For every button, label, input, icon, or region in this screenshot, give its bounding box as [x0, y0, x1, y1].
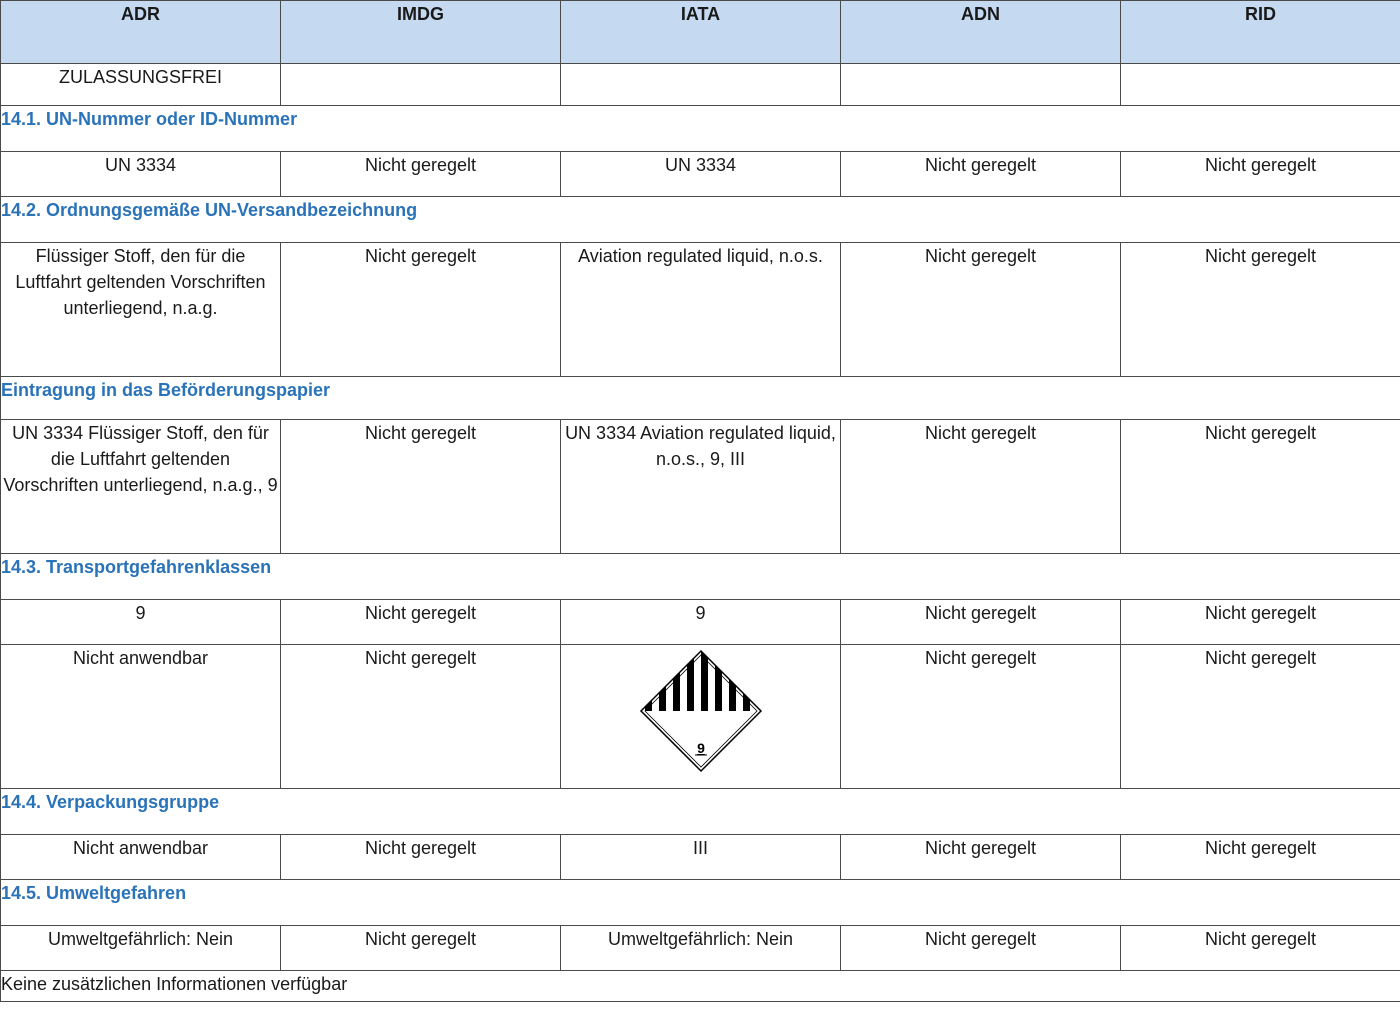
- approval-cell-imdg: [281, 64, 561, 106]
- column-header-adn: ADN: [841, 1, 1121, 64]
- table-row: [1, 645, 1400, 789]
- shipping-name-imdg: Nicht geregelt: [281, 243, 561, 377]
- section-heading-row: [1, 106, 1400, 152]
- hazard-label-rid: Nicht geregelt: [1121, 645, 1400, 789]
- section-title-packing-group: 14.4. Verpackungsgruppe: [1, 789, 1400, 835]
- hazard-label-adr: Nicht anwendbar: [1, 645, 281, 789]
- shipping-name-iata: Aviation regulated liquid, n.o.s.: [561, 243, 841, 377]
- approval-row: [1, 64, 1400, 106]
- hazard-class-iata: 9: [561, 600, 841, 645]
- section-title-un-number: 14.1. UN-Nummer oder ID-Nummer: [1, 106, 1400, 152]
- footer-note: Keine zusätzlichen Informationen verfügbar: [1, 971, 1400, 1002]
- un-number-rid: Nicht geregelt: [1121, 152, 1400, 197]
- hazard-class-adr: 9: [1, 600, 281, 645]
- environmental-iata: Umweltgefährlich: Nein: [561, 926, 841, 971]
- section-title-shipping-name: 14.2. Ordnungsgemäße UN-Versandbezeichnung: [1, 197, 1400, 243]
- environmental-imdg: Nicht geregelt: [281, 926, 561, 971]
- transport-document-adn: Nicht geregelt: [841, 420, 1121, 554]
- approval-cell-iata: [561, 64, 841, 106]
- section-heading-row: [1, 789, 1400, 835]
- hazard-label-adn: Nicht geregelt: [841, 645, 1121, 789]
- environmental-adr: Umweltgefährlich: Nein: [1, 926, 281, 971]
- un-number-imdg: Nicht geregelt: [281, 152, 561, 197]
- table-row: [1, 243, 1400, 377]
- approval-cell-adr: ZULASSUNGSFREI: [1, 64, 281, 106]
- hazard-class-imdg: Nicht geregelt: [281, 600, 561, 645]
- section-title-transport-document: Eintragung in das Beförderungspapier: [1, 377, 1400, 420]
- transport-document-imdg: Nicht geregelt: [281, 420, 561, 554]
- table-row: [1, 152, 1400, 197]
- transport-document-adr: UN 3334 Flüssiger Stoff, den für die Luftfahrt geltenden Vorschriften unterliegend, n.a.g., 9: [1, 420, 281, 554]
- packing-group-adr: Nicht anwendbar: [1, 835, 281, 880]
- hazard-label-iata: [561, 645, 841, 789]
- shipping-name-rid: Nicht geregelt: [1121, 243, 1400, 377]
- hazard-class-adn: Nicht geregelt: [841, 600, 1121, 645]
- packing-group-rid: Nicht geregelt: [1121, 835, 1400, 880]
- placard-class-number: 9: [696, 740, 705, 756]
- class-9-hazard-placard-icon: [637, 647, 765, 777]
- section-heading-row: [1, 880, 1400, 926]
- environmental-adn: Nicht geregelt: [841, 926, 1121, 971]
- footer-row: [1, 971, 1400, 1002]
- shipping-name-adr: Flüssiger Stoff, den für die Luftfahrt geltenden Vorschriften unterliegend, n.a.g.: [1, 243, 281, 377]
- packing-group-iata: III: [561, 835, 841, 880]
- environmental-rid: Nicht geregelt: [1121, 926, 1400, 971]
- section-heading-row: [1, 197, 1400, 243]
- section-title-hazard-class: 14.3. Transportgefahrenklassen: [1, 554, 1400, 600]
- section-heading-row: [1, 554, 1400, 600]
- hazard-label-imdg: Nicht geregelt: [281, 645, 561, 789]
- column-header-adr: ADR: [1, 1, 281, 64]
- hazard-class-rid: Nicht geregelt: [1121, 600, 1400, 645]
- table-row: [1, 600, 1400, 645]
- un-number-adn: Nicht geregelt: [841, 152, 1121, 197]
- column-header-rid: RID: [1121, 1, 1400, 64]
- transport-document-rid: Nicht geregelt: [1121, 420, 1400, 554]
- header-row: [1, 1, 1400, 64]
- un-number-iata: UN 3334: [561, 152, 841, 197]
- packing-group-adn: Nicht geregelt: [841, 835, 1121, 880]
- table-row: [1, 835, 1400, 880]
- un-number-adr: UN 3334: [1, 152, 281, 197]
- packing-group-imdg: Nicht geregelt: [281, 835, 561, 880]
- table-row: [1, 926, 1400, 971]
- column-header-iata: IATA: [561, 1, 841, 64]
- approval-cell-adn: [841, 64, 1121, 106]
- table-row: [1, 420, 1400, 554]
- transport-document-iata: UN 3334 Aviation regulated liquid, n.o.s., 9, III: [561, 420, 841, 554]
- shipping-name-adn: Nicht geregelt: [841, 243, 1121, 377]
- section-title-environmental: 14.5. Umweltgefahren: [1, 880, 1400, 926]
- column-header-imdg: IMDG: [281, 1, 561, 64]
- section-heading-row: [1, 377, 1400, 420]
- approval-cell-rid: [1121, 64, 1400, 106]
